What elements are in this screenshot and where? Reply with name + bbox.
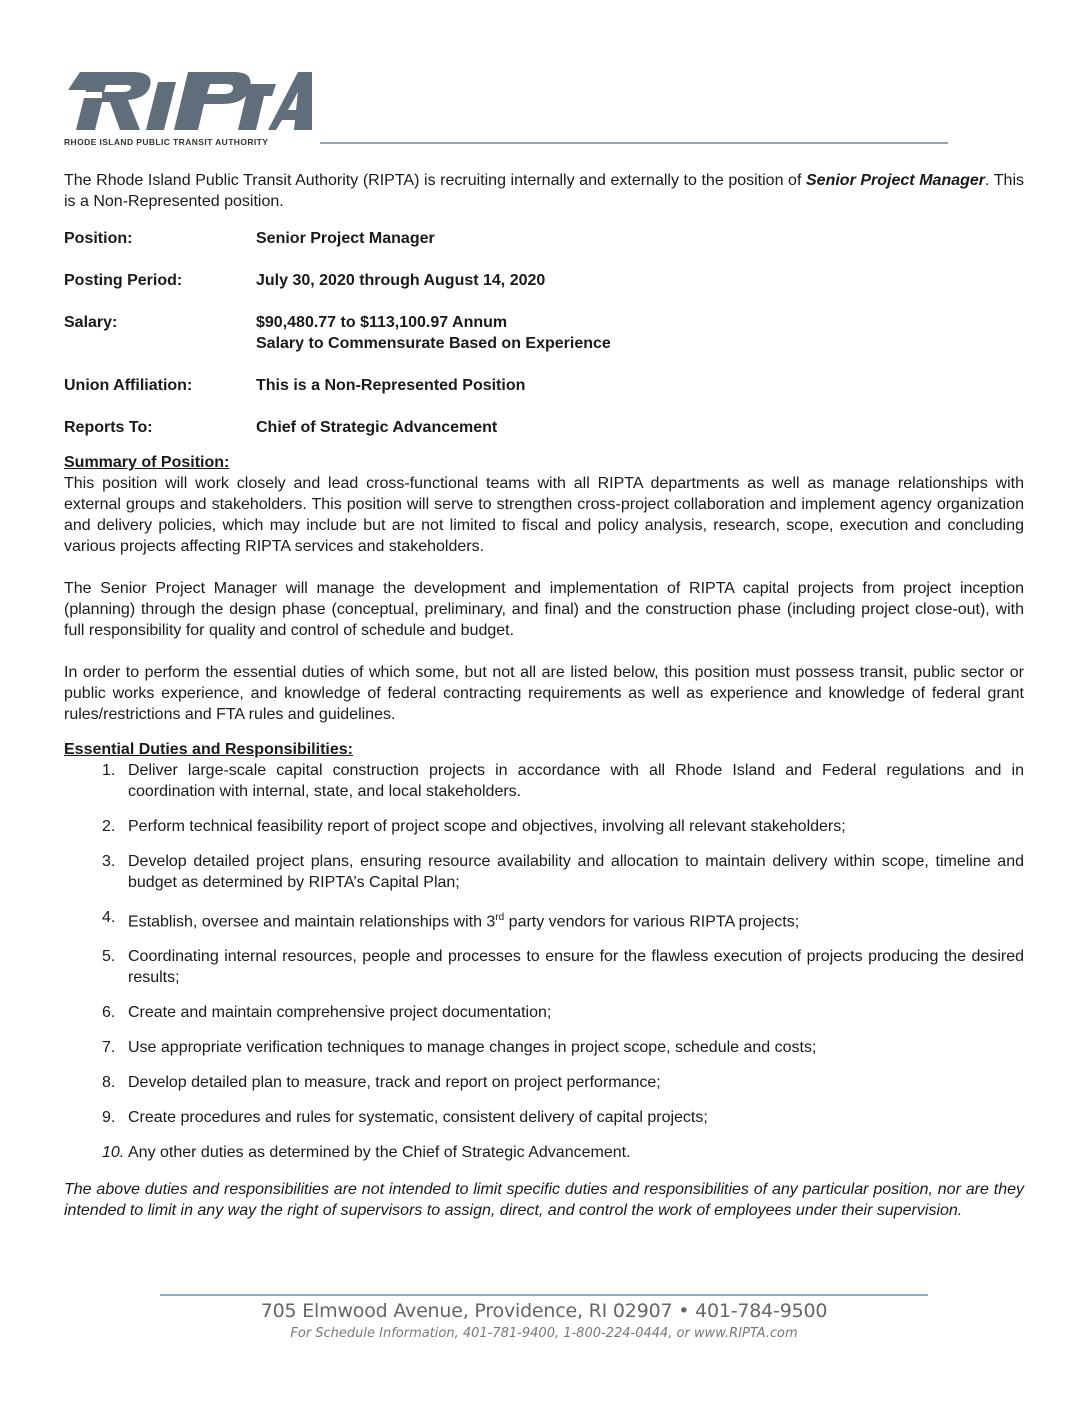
list-item xyxy=(64,1037,1024,1058)
list-item xyxy=(64,946,1024,988)
list-text: Coordinating internal resources, people and processes to ensure for the flawless execution of projects producing the desired results; xyxy=(128,948,1024,987)
header-divider xyxy=(320,142,948,144)
field-value-group xyxy=(256,312,1024,354)
ripta-logo xyxy=(62,68,322,152)
intro-text: The Rhode Island Public Transit Authority (RIPTA) is recruiting internally and externally to the position of xyxy=(64,172,806,189)
field-salary xyxy=(64,312,1024,354)
summary-heading: Summary of Position: xyxy=(64,454,230,471)
list-item xyxy=(64,1072,1024,1093)
summary-paragraph-3: In order to perform the essential duties of which some, but not all are listed below, this position must possess transit, public sector or public works experience, and knowledge of federal contracting requirements as well as experience and knowledge of federal grant rules/restrictions and FTA rules and guidelines. xyxy=(64,664,1024,723)
list-number: 3. xyxy=(102,853,116,870)
summary-paragraph-2: The Senior Project Manager will manage the development and implementation of RIPTA capital projects from project inception (planning) through the design phase (conceptual, preliminary, and final) and the construction phase (including project close-out), with full responsibility for quality and control of schedule and budget. xyxy=(64,580,1024,639)
list-item xyxy=(64,1002,1024,1023)
list-text: Develop detailed project plans, ensuring resource availability and allocation to maintain delivery within scope, timeline and budget as determined by RIPTA’s Capital Plan; xyxy=(128,853,1024,891)
field-reports-to xyxy=(64,417,1024,438)
list-text: Perform technical feasibility report of project scope and objectives, involving all relevant stakeholders; xyxy=(128,818,846,835)
logo-subtitle: RHODE ISLAND PUBLIC TRANSIT AUTHORITY xyxy=(64,137,269,147)
field-value: July 30, 2020 through August 14, 2020 xyxy=(256,272,546,289)
ripta-logo-graphic xyxy=(62,68,312,134)
field-value: This is a Non-Represented Position xyxy=(256,377,526,394)
closing-disclaimer: The above duties and responsibilities are not intended to limit specific duties and responsibilities of any particular position, nor are they intended to limit in any way the right of supervisors to assign, direct, and control the work of employees under their supervision. xyxy=(64,1181,1024,1220)
field-value: Senior Project Manager xyxy=(256,230,435,247)
field-label: Salary: xyxy=(64,314,118,331)
list-number: 8. xyxy=(102,1074,116,1092)
duties-heading: Essential Duties and Responsibilities: xyxy=(64,741,353,758)
footer-divider xyxy=(160,1294,928,1296)
field-value: $90,480.77 to $113,100.97 Annum xyxy=(256,314,508,331)
intro-paragraph xyxy=(64,170,1024,212)
summary-paragraph-1: This position will work closely and lead cross-functional teams with all RIPTA departments as well as manage relationships with external groups and stakeholders. This position will serve to strengthen cross-project collaboration and implement agency organization and delivery policies, which may include but are not limited to fiscal and policy analysis, research, scope, execution and concluding various projects affecting RIPTA services and stakeholders. xyxy=(64,475,1024,555)
list-number: 7. xyxy=(102,1039,116,1057)
list-text-part: party vendors for various RIPTA projects; xyxy=(504,913,800,931)
superscript: rd xyxy=(495,912,505,923)
field-value-note: Salary to Commensurate Based on Experience xyxy=(256,335,611,352)
list-text: Use appropriate verification techniques to manage changes in project scope, schedule and costs; xyxy=(128,1039,817,1057)
list-text: Create procedures and rules for systematic, consistent delivery of capital projects; xyxy=(128,1109,708,1127)
list-number: 1. xyxy=(102,762,116,779)
field-label: Position: xyxy=(64,230,133,247)
list-text xyxy=(128,907,1024,932)
list-text: Any other duties as determined by the Chief of Strategic Advancement. xyxy=(128,1144,631,1162)
field-value: Chief of Strategic Advancement xyxy=(256,419,498,436)
field-posting-period xyxy=(64,270,1024,291)
field-label: Reports To: xyxy=(64,419,153,436)
list-number: 5. xyxy=(102,948,116,966)
intro-position-title: Senior Project Manager xyxy=(806,172,986,189)
list-item xyxy=(64,907,1024,932)
list-item xyxy=(64,851,1024,893)
list-text: Deliver large-scale capital construction projects in accordance with all Rhode Island and Federal regulations and in coordination with internal, state, and local stakeholders. xyxy=(128,762,1024,800)
position-details xyxy=(64,228,1024,438)
list-item xyxy=(64,760,1024,802)
footer-contact-info: For Schedule Information, 401-781-9400, 1-800-224-0444, or www.RIPTA.com xyxy=(290,1326,798,1341)
list-text: Develop detailed plan to measure, track and report on project performance; xyxy=(128,1074,661,1092)
list-text-part: Establish, oversee and maintain relationships with 3 xyxy=(128,913,496,931)
field-label: Posting Period: xyxy=(64,272,183,289)
list-item xyxy=(64,1107,1024,1128)
list-item xyxy=(64,816,1024,837)
list-text: Create and maintain comprehensive project documentation; xyxy=(128,1004,552,1022)
field-label: Union Affiliation: xyxy=(64,377,193,394)
document-body xyxy=(64,170,1024,1221)
list-number: 4. xyxy=(102,909,116,926)
field-position xyxy=(64,228,1024,249)
list-number: 2. xyxy=(102,818,116,835)
intro-text-end: . This is a Non-Represented position. xyxy=(64,172,1025,210)
footer-address: 705 Elmwood Avenue, Providence, RI 02907 • 401-784-9500 xyxy=(260,1300,828,1322)
list-number: 6. xyxy=(102,1004,116,1022)
duties-list xyxy=(64,760,1024,1163)
field-union-affiliation xyxy=(64,375,1024,396)
list-item xyxy=(64,1142,1024,1163)
list-number: 9. xyxy=(102,1109,116,1127)
list-number: 10. xyxy=(102,1144,125,1162)
